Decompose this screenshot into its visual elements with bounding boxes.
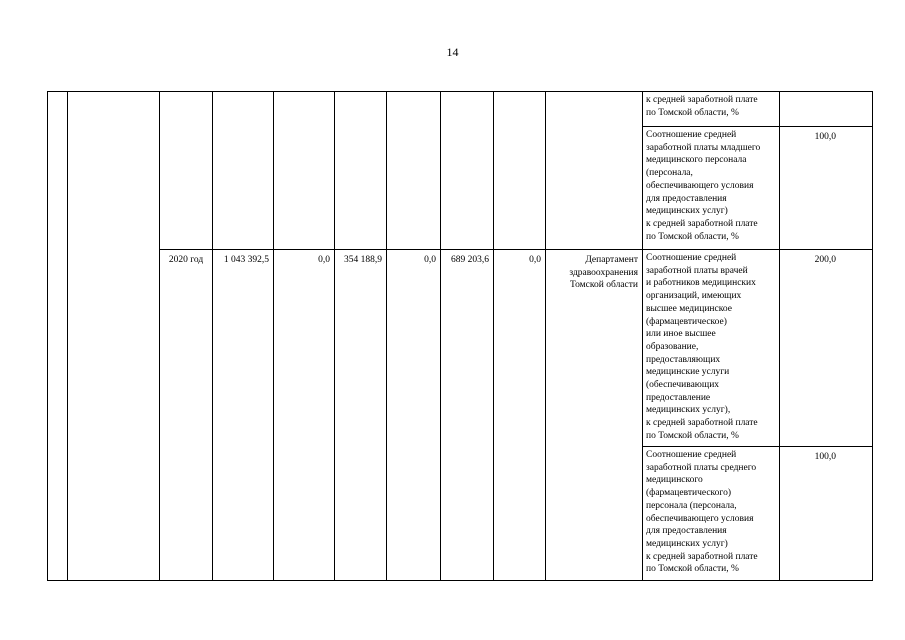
tfoms-cell — [441, 92, 494, 250]
total-cell: 1 043 392,5 — [213, 250, 274, 581]
target-cell: 100,0 — [780, 127, 873, 250]
department-cell — [546, 250, 643, 581]
department-cell — [546, 92, 643, 250]
other-cell — [494, 92, 546, 250]
page-number: 14 — [446, 45, 459, 59]
indicator-text: к средней заработной плате по Томской области, % — [646, 95, 758, 118]
year-cell — [160, 92, 213, 250]
target-cell — [780, 92, 873, 127]
target-cell: 200,0 — [780, 250, 873, 447]
indicator-text: Соотношение средней заработной платы врачей и работников медицинских организаций, имеющих высшее медицинское (фармацевтическое) или иное высшее образование, предоставляющих медицинские услуги (обеспечивающих предоставление медицинских услуг), к средней заработной плате по Томской области, % — [646, 253, 758, 441]
indicator-text: Соотношение средней заработной платы младшего медицинского персонала (персонала, обеспечивающего условия для предоставления медицинских услуг) к средней заработной плате по Томской области, % — [646, 130, 761, 242]
regional-cell: 354 188,9 — [335, 250, 387, 581]
regional-cell — [335, 92, 387, 250]
table-row — [48, 250, 873, 447]
tfoms-cell: 689 203,6 — [441, 250, 494, 581]
local-cell: 0,0 — [387, 250, 441, 581]
year-cell: 2020 год — [160, 250, 213, 581]
total-cell — [213, 92, 274, 250]
indicator-cell — [643, 250, 780, 447]
number-cell — [48, 92, 68, 581]
department-text: Департамент здравоохранения Томской области — [569, 255, 638, 291]
local-cell — [387, 92, 441, 250]
federal-cell: 0,0 — [274, 250, 335, 581]
name-cell — [68, 92, 160, 581]
indicator-text: Соотношение средней заработной платы среднего медицинского (фармацевтического) персонала (персонала, обеспечивающего условия для предоставления медицинских услуг) к средней заработной плате по Томской области, % — [646, 450, 758, 575]
other-cell: 0,0 — [494, 250, 546, 581]
indicator-cell — [643, 127, 780, 250]
federal-cell — [274, 92, 335, 250]
program-table — [47, 91, 873, 581]
indicator-cell — [643, 92, 780, 127]
target-cell: 100,0 — [780, 447, 873, 581]
table-row — [48, 92, 873, 127]
indicator-cell — [643, 447, 780, 581]
